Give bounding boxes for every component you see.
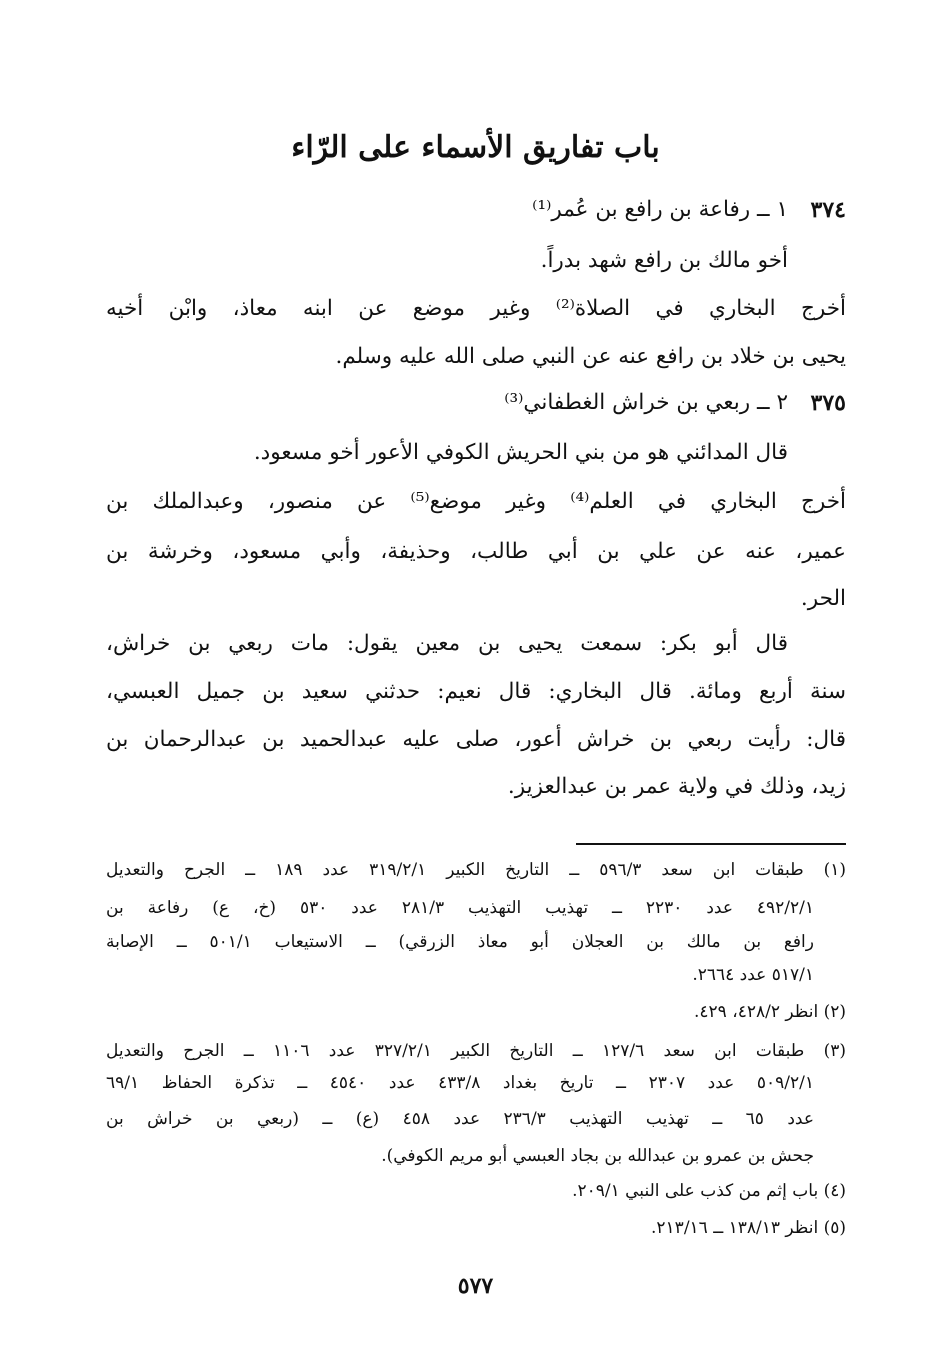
- footnote-separator: [576, 843, 846, 845]
- entry-number: ٣٧٤: [810, 197, 846, 223]
- text-line: قال المدائني هو من بني الحريش الكوفي الأعور أخو مسعود.: [253, 440, 788, 465]
- text-line: أخو مالك بن رافع شهد بدراً.: [540, 248, 788, 273]
- text-line: عمير، عنه عن علي بن أبي طالب، وحذيفة، وأبي مسعود، وخرشة بن: [106, 539, 846, 564]
- text-line: أخرج البخاري في الصلاة⁽²⁾ وغير موضع عن ابنه معاذ، وابْن أخيه: [106, 296, 846, 321]
- footnote-line: ٤٩٢/٢/١ عدد ٢٢٣٠ ــ تهذيب التهذيب ٢٨١/٣ عدد ٥٣٠ (خ، ع) رفاعة بن: [106, 898, 814, 918]
- footnote-line: (٥) انظر ١٣٨/١٣ ــ ٢١٣/١٦.: [651, 1218, 846, 1238]
- footnote-line: ٥٠٩/٢/١ عدد ٢٣٠٧ ــ تاريخ بغداد ٤٣٣/٨ عدد ٤٥٤٠ ــ تذكرة الحفاظ ٦٩/١: [106, 1073, 814, 1093]
- footnote-line: (٤) باب إثم من كذب على النبي ٢٠٩/١.: [572, 1181, 846, 1201]
- text-line: سنة أربع ومائة. قال البخاري: قال نعيم: حدثني سعيد بن جميل العبسي،: [106, 679, 846, 704]
- footnote-line: (٢) انظر ٤٢٨/٢، ٤٢٩.: [694, 1002, 846, 1022]
- page-number: ٥٧٧: [457, 1273, 494, 1299]
- footnote-line: (١) طبقات ابن سعد ٥٩٦/٣ ــ التاريخ الكبير ٣١٩/٢/١ عدد ١٨٩ ــ الجرح والتعديل: [106, 860, 846, 880]
- text-line: قال: رأيت ربعي بن خراش أعور، صلى عليه عبدالحميد بن عبدالرحمان بن: [106, 727, 846, 752]
- entry-heading: ٢ ــ ربعي بن خراش الغطفاني⁽³⁾: [504, 390, 788, 415]
- entry-number: ٣٧٥: [810, 390, 846, 416]
- text-line: الحر.: [800, 586, 846, 611]
- text-line: زيد، وذلك في ولاية عمر بن عبدالعزيز.: [507, 774, 846, 799]
- footnote-line: رافع بن مالك بن العجلان أبو معاذ الزرقي) ــ الاستيعاب ٥٠١/١ ــ الإصابة: [106, 932, 814, 952]
- footnote-line: (٣) طبقات ابن سعد ١٢٧/٦ ــ التاريخ الكبير ٣٢٧/٢/١ عدد ١١٠٦ ــ الجرح والتعديل: [106, 1041, 846, 1061]
- text-line: أخرج البخاري في العلم⁽⁴⁾ وغير موضع⁽⁵⁾ عن منصور، وعبدالملك بن: [106, 489, 847, 514]
- text-line: يحيى بن خلاد بن رافع عنه عن النبي صلى الله عليه وسلم.: [335, 344, 846, 369]
- footnote-line: جحش بن عمرو بن عبدالله بن بجاد العبسي أبو مريم الكوفي).: [381, 1146, 814, 1166]
- chapter-title: باب تفاريق الأسماء على الرّاء: [291, 130, 660, 165]
- footnote-line: عدد ٦٥ ــ تهذيب التهذيب ٢٣٦/٣ عدد ٤٥٨ (ع) ــ (ربعي بن خراش بن: [106, 1109, 814, 1129]
- text-line: قال أبو بكر: سمعت يحيى بن معين يقول: مات ربعي بن خراش،: [106, 631, 788, 656]
- footnote-line: ٥١٧/١ عدد ٢٦٦٤.: [692, 965, 814, 985]
- entry-heading: ١ ــ رفاعة بن رافع بن عُمر⁽¹⁾: [532, 197, 788, 222]
